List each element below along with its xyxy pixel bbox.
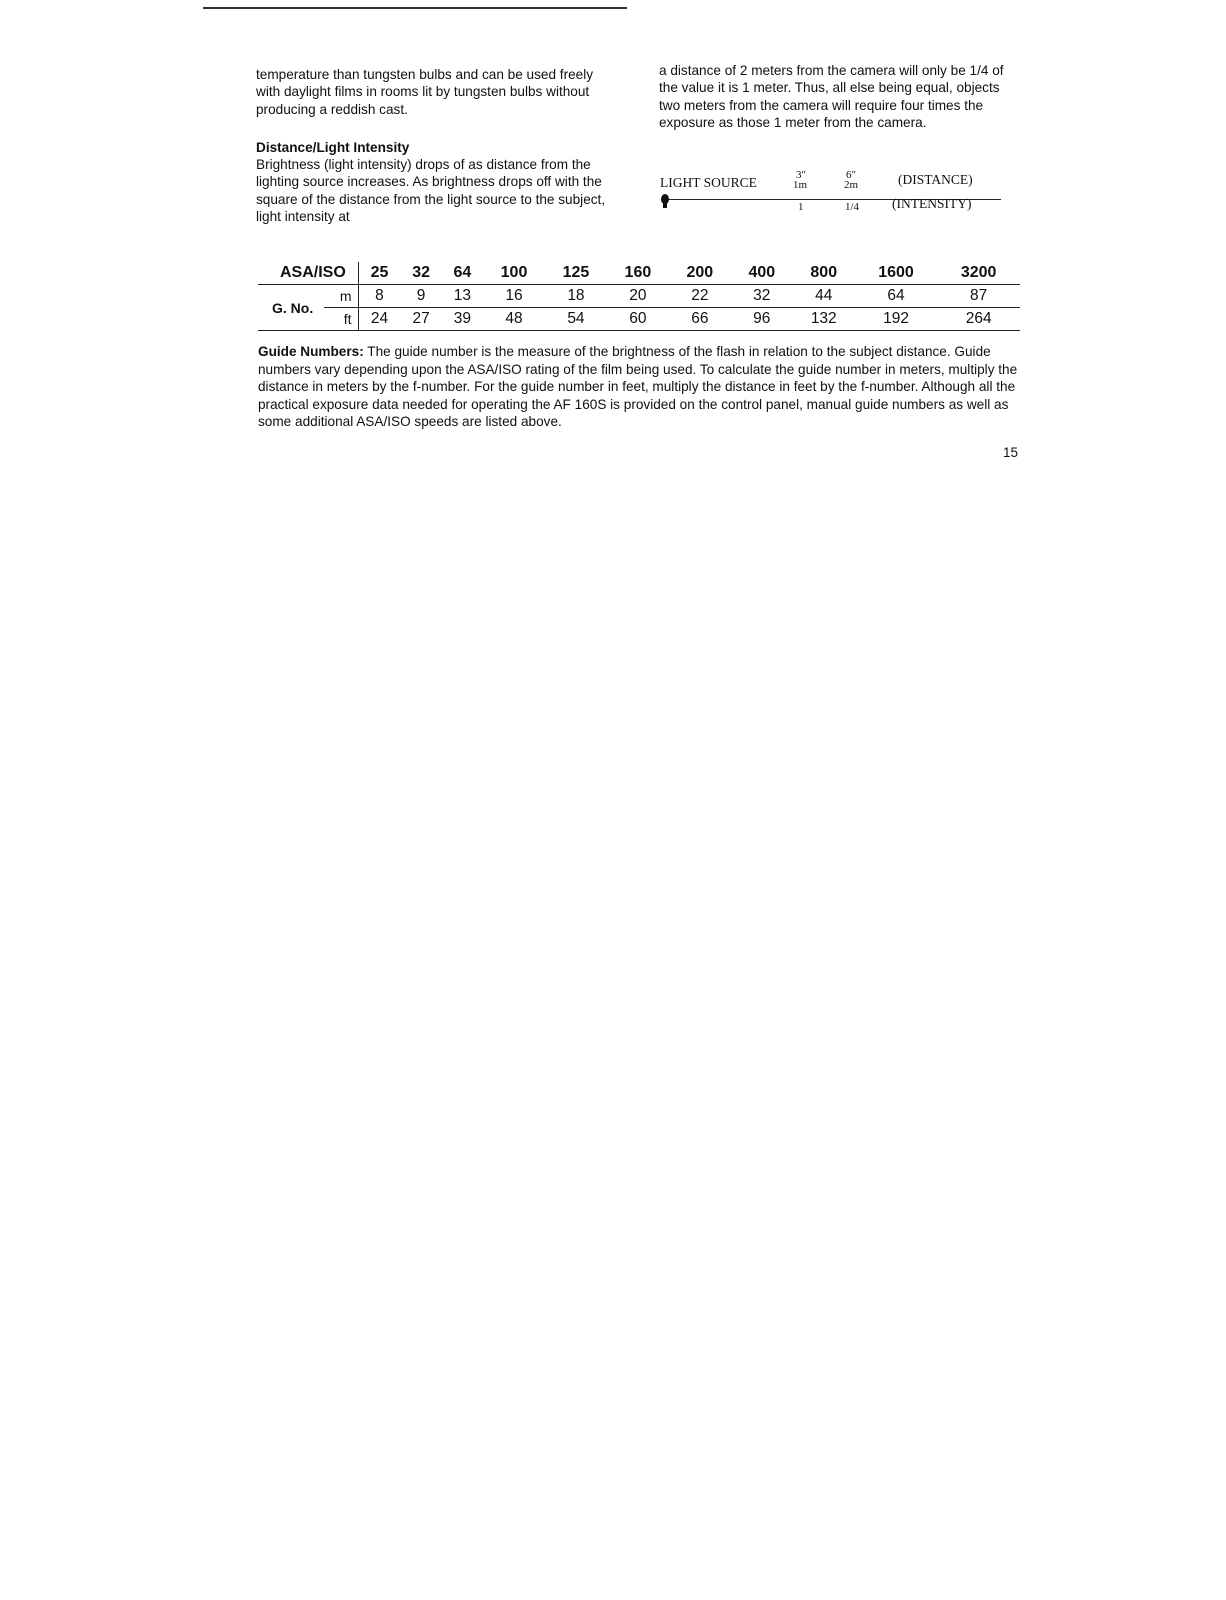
feet-row [258, 308, 1020, 331]
guide-numbers-body: The guide number is the measure of the brightness of the flash in relation to the subject distance. Guide numbers vary depending upon the ASA/ISO rating of the film being used. To calculate the guide number in meters, multiply the distance in meters by the f-number. For the guide number in feet, multiply the distance in feet by the f-number. Although all the practical exposure data needed for operating the AF 160S is provided on the control panel, manual guide numbers as well as some additional ASA/ISO speeds are listed above. [258, 344, 1018, 430]
distance-1-ft: 3″ [796, 169, 807, 181]
left-paragraph-2: Brightness (light intensity) drops of as distance from the lighting source increases. As brightness drops off with the square of the distance from the light source to the subject, light intensity at [256, 157, 606, 225]
light-source-label: LIGHT SOURCE [660, 175, 757, 190]
meters-cell: 32 [731, 285, 793, 308]
light-intensity-diagram [660, 170, 1010, 220]
guide-numbers-label: Guide Numbers: [258, 344, 364, 359]
left-paragraph-1: temperature than tungsten bulbs and can be used freely with daylight films in rooms lit by tungsten bulbs without producing a reddish cast. [256, 67, 594, 117]
feet-cell: 60 [607, 308, 669, 331]
asa-header: ASA/ISO [258, 262, 358, 285]
asa-cell: 25 [358, 262, 400, 285]
distance-2-ft: 6″ [846, 169, 857, 181]
intensity-2: 1/4 [845, 201, 860, 213]
meters-cell: 20 [607, 285, 669, 308]
top-rule [203, 7, 627, 9]
feet-cell: 54 [545, 308, 607, 331]
asa-cell: 160 [607, 262, 669, 285]
feet-cell: 96 [731, 308, 793, 331]
asa-cell: 3200 [937, 262, 1020, 285]
guide-number-label: G. No. [258, 285, 324, 331]
asa-cell: 100 [483, 262, 545, 285]
unit-feet: ft [324, 308, 358, 331]
feet-cell: 192 [855, 308, 938, 331]
unit-meters: m [324, 285, 358, 308]
feet-cell: 48 [483, 308, 545, 331]
intensity-1: 1 [798, 201, 804, 213]
meters-row [258, 285, 1020, 308]
asa-cell: 200 [669, 262, 731, 285]
distance-1-m: 1m [793, 179, 808, 191]
left-column [256, 66, 611, 225]
meters-cell: 13 [442, 285, 483, 308]
meters-cell: 9 [400, 285, 441, 308]
guide-numbers-paragraph [258, 343, 1024, 431]
meters-cell: 64 [855, 285, 938, 308]
right-paragraph: a distance of 2 meters from the camera will only be 1/4 of the value it is 1 meter. Thus, all else being equal, objects two meters from the camera will require four times the exposure as those 1 meter from the camera. [659, 63, 1004, 130]
asa-cell: 32 [400, 262, 441, 285]
section-heading: Distance/Light Intensity [256, 139, 410, 155]
meters-cell: 8 [358, 285, 400, 308]
feet-cell: 24 [358, 308, 400, 331]
right-column [659, 62, 1014, 131]
meters-cell: 44 [793, 285, 855, 308]
meters-cell: 22 [669, 285, 731, 308]
feet-cell: 39 [442, 308, 483, 331]
distance-label: (DISTANCE) [898, 172, 973, 187]
distance-2-m: 2m [844, 179, 859, 191]
feet-cell: 132 [793, 308, 855, 331]
asa-cell: 1600 [855, 262, 938, 285]
feet-cell: 66 [669, 308, 731, 331]
meters-cell: 18 [545, 285, 607, 308]
asa-row [258, 262, 1020, 285]
meters-cell: 16 [483, 285, 545, 308]
asa-cell: 125 [545, 262, 607, 285]
asa-cell: 400 [731, 262, 793, 285]
intensity-label: (INTENSITY) [892, 196, 972, 211]
asa-cell: 64 [442, 262, 483, 285]
feet-cell: 27 [400, 308, 441, 331]
meters-cell: 87 [937, 285, 1020, 308]
feet-cell: 264 [937, 308, 1020, 331]
light-bulb-base-icon [663, 202, 667, 208]
asa-cell: 800 [793, 262, 855, 285]
guide-number-table [258, 262, 1020, 331]
page-number: 15 [1003, 445, 1019, 460]
